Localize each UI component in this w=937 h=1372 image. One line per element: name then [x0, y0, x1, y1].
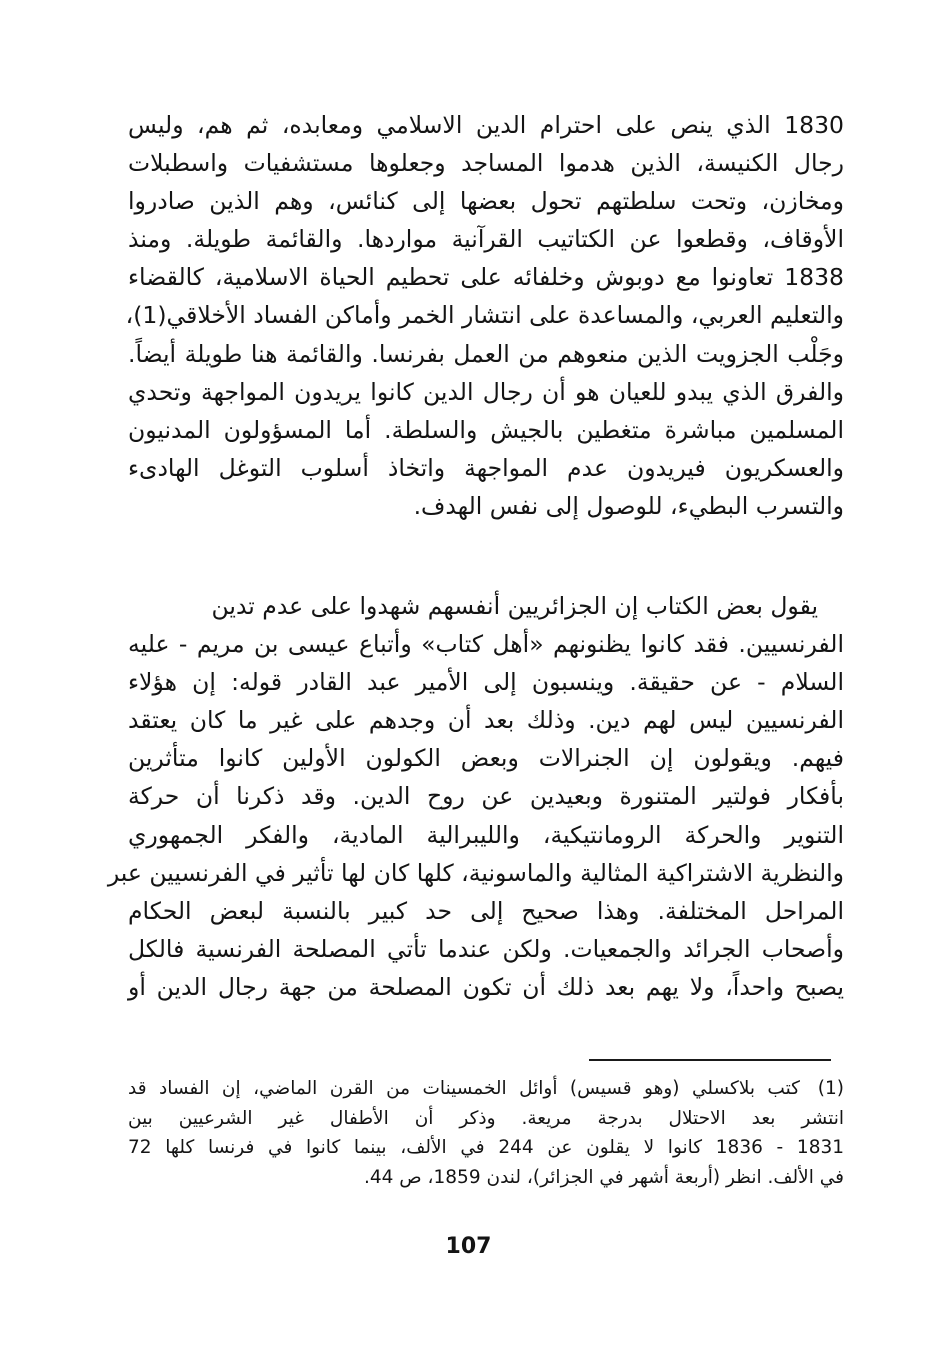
text-line: التنوير والحركة الرومانتيكية، والليبرالية المادية، والفكر الجمهوري	[128, 820, 844, 849]
text-line: والعسكريون فيريدون عدم المواجهة واتخاذ أسلوب التوغل الهادىء	[128, 453, 844, 482]
text-line: 1838 تعاونوا مع دوبوش وخلفائه على تحطيم الحياة الاسلامية، كالقضاء	[128, 263, 844, 292]
text-line: والتسرب البطيء، للوصول إلى نفس الهدف.	[413, 491, 844, 520]
text-line: يصبح واحداً، ولا يهم بعد ذلك أن تكون المصلحة من جهة رجال الدين أو	[128, 972, 844, 1001]
text-line: بأفكار فولتير المتنورة وبعيدين عن روح الدين. وقد ذكرنا أن حركة	[128, 782, 844, 811]
text-line: المسلمين مباشرة متغطين بالجيش والسلطة. أما المسؤولون المدنيون	[128, 415, 844, 444]
text-line: الفرنسيين ليس لهم دين. وذلك بعد أن وجدهم على غير ما كان يعتقد	[128, 706, 844, 735]
text-line: وأصحاب الجرائد والجمعيات. ولكن عندما تأتي المصلحة الفرنسية فالكل	[128, 934, 844, 963]
footnote-line: كتب بلاكسلي (وهو قسيس) أوائل الخمسينات من القرن الماضي، إن الفساد قد	[128, 1078, 800, 1099]
text-line: رجال الكنيسة، الذين هدموا المساجد وجعلوها مستشفيات واسطبلات	[128, 149, 844, 178]
footnote-separator	[589, 1059, 831, 1061]
footnote	[128, 1074, 844, 1192]
text-line: السلام - عن حقيقة. وينسبون إلى الأمير عبد القادر قوله: إن هؤلاء	[128, 668, 844, 697]
footnote-line: في الألف. انظر (أربعة أشهر في الجزائر)، لندن 1859، ص 44.	[363, 1166, 844, 1188]
paragraph-1	[125, 106, 844, 525]
page-number: 107	[445, 1234, 492, 1259]
text-line: الأوقاف، وقطعوا عن الكتاتيب القرآنية مواردها. والقائمة طويلة. ومنذ	[128, 225, 844, 254]
text-line: وجَلْب الجزويت الذين منعوهم من العمل بفرنسا. والقائمة هنا طويلة أيضاً.	[128, 339, 844, 368]
text-line: ومخازن، وتحت سلطتهم تحول بعضها إلى كنائس، وهم الذين صادروا	[128, 187, 844, 216]
footnote-line: انتشر بعد الاحتلال بدرجة مريعة. وذكر أن الأطفال غير الشرعيين بين	[128, 1107, 844, 1129]
text-line: يقول بعض الكتاب إن الجزائريين أنفسهم شهدوا على عدم تدين	[211, 592, 818, 620]
text-line: فيهم. ويقولون إن الجنرالات وبعض الكولون الأولين كانوا متأثرين	[128, 744, 844, 773]
text-line: 1830 الذي ينص على احترام الدين الاسلامي ومعابده، ثم هم، وليس	[128, 111, 844, 139]
text-line: والتعليم العربي، والمساعدة على انتشار الخمر وأماكن الفساد الأخلاقي(1)،	[125, 301, 844, 330]
text-line: المراحل المختلفة. وهذا صحيح إلى حد كبير بالنسبة لبعض الحكام	[128, 896, 844, 925]
text-line: والفرق الذي يبدو للعيان هو أن رجال الدين كانوا يريدون المواجهة وتحدي	[128, 377, 844, 406]
paragraph-2	[107, 587, 844, 1006]
footnote-marker: (1)	[817, 1078, 844, 1099]
text-line: الفرنسيين. فقد كانوا يظنونهم «أهل كتاب» وأتباع عيسى بن مريم - عليه	[128, 630, 844, 659]
text-line: والنظرية الاشتراكية المثالية والماسونية، كلها كان لها تأثير في الفرنسيين عبر	[107, 858, 844, 887]
footnote-line: 1831 - 1836 كانوا لا يقلون عن 244 في الألف، بينما كانوا في فرنسا كلها 72	[128, 1137, 845, 1159]
